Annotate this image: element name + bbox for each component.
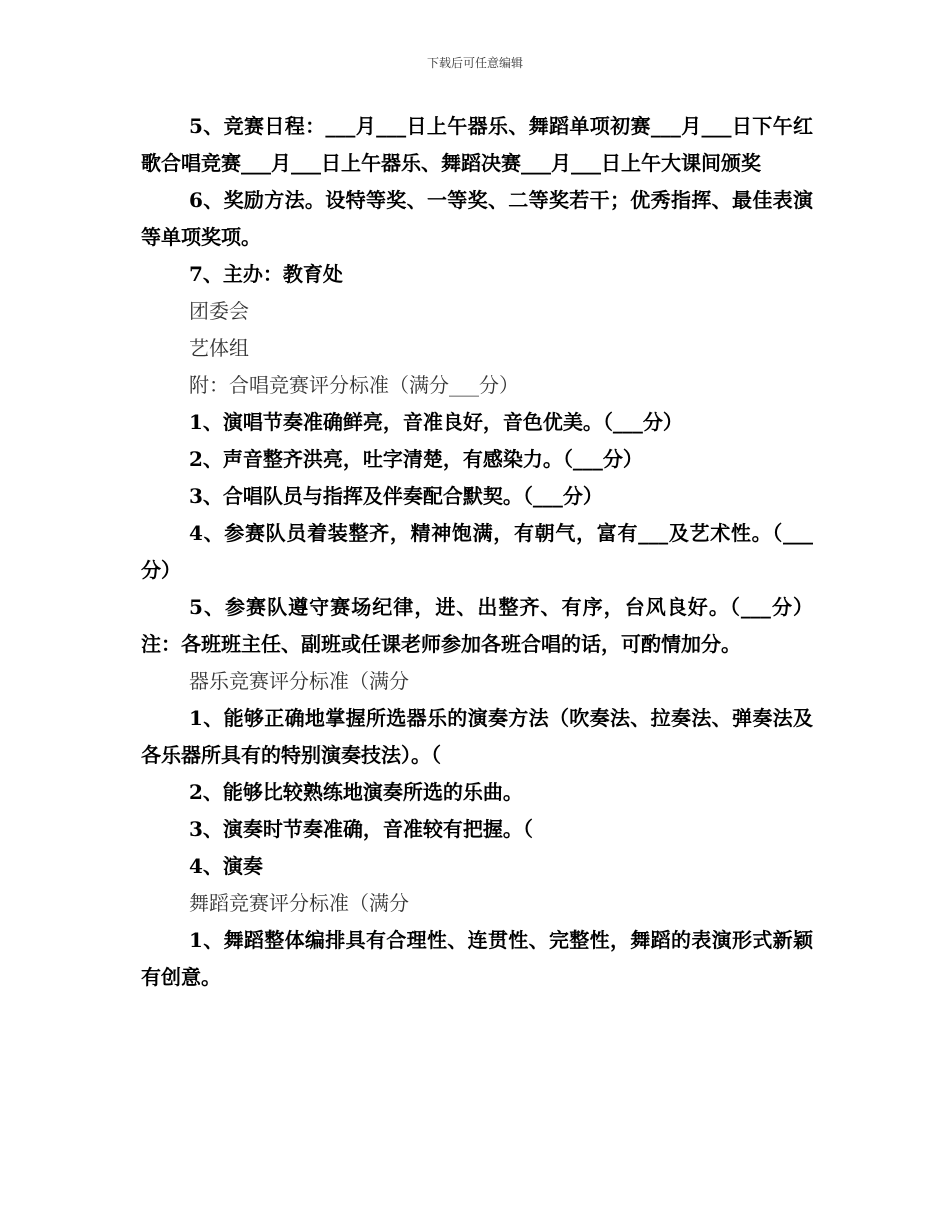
- paragraph-schedule: 5、竞赛日程：___月___日上午器乐、舞蹈单项初赛___月___日下午红歌合唱竞赛___月___日上午器乐、舞蹈决赛___月___日上午大课间颁奖: [141, 114, 813, 175]
- heading-dance-criteria: 舞蹈竞赛评分标准（满分: [189, 891, 409, 915]
- paragraph-organizer-league: 团委会: [189, 299, 249, 323]
- dance-criterion-1: 1、舞蹈整体编排具有合理性、连贯性、完整性，舞蹈的表演形式新颖有创意。: [141, 928, 813, 989]
- instrument-criterion-1: 1、能够正确地掌握所选器乐的演奏方法（吹奏法、拉奏法、弹奏法及各乐器所具有的特别演奏技法）。（: [141, 706, 813, 767]
- paragraph-organizer: 7、主办：教育处: [189, 262, 343, 286]
- choir-criterion-3: 3、合唱队员与指挥及伴奏配合默契。（___分）: [189, 484, 603, 508]
- paragraph-awards: 6、奖励方法。设特等奖、一等奖、二等奖若干；优秀指挥、最佳表演等单项奖项。: [141, 188, 813, 249]
- document-body: [141, 108, 813, 996]
- heading-choir-criteria: 附：合唱竞赛评分标准（满分___分）: [189, 373, 519, 397]
- choir-criterion-4: 4、参赛队员着装整齐，精神饱满，有朝气，富有___及艺术性。（___分）: [141, 521, 813, 582]
- instrument-criterion-4: 4、演奏: [189, 854, 263, 878]
- paragraph-organizer-arts: 艺体组: [189, 336, 249, 360]
- instrument-criterion-3: 3、演奏时节奏准确，音准较有把握。（: [189, 817, 533, 841]
- choir-criterion-1: 1、演唱节奏准确鲜亮，音准良好，音色优美。（___分）: [189, 410, 683, 434]
- instrument-criterion-2: 2、能够比较熟练地演奏所选的乐曲。: [189, 780, 523, 804]
- choir-criterion-2: 2、声音整齐洪亮，吐字清楚，有感染力。（___分）: [189, 447, 643, 471]
- choir-criterion-5: 5、参赛队遵守赛场纪律，进、出整齐、有序，台风良好。（___分）注：各班班主任、副班或任课老师参加各班合唱的话，可酌情加分。: [141, 595, 813, 656]
- page-header: 下载后可任意编辑: [426, 56, 523, 70]
- heading-instrument-criteria: 器乐竞赛评分标准（满分: [189, 669, 409, 693]
